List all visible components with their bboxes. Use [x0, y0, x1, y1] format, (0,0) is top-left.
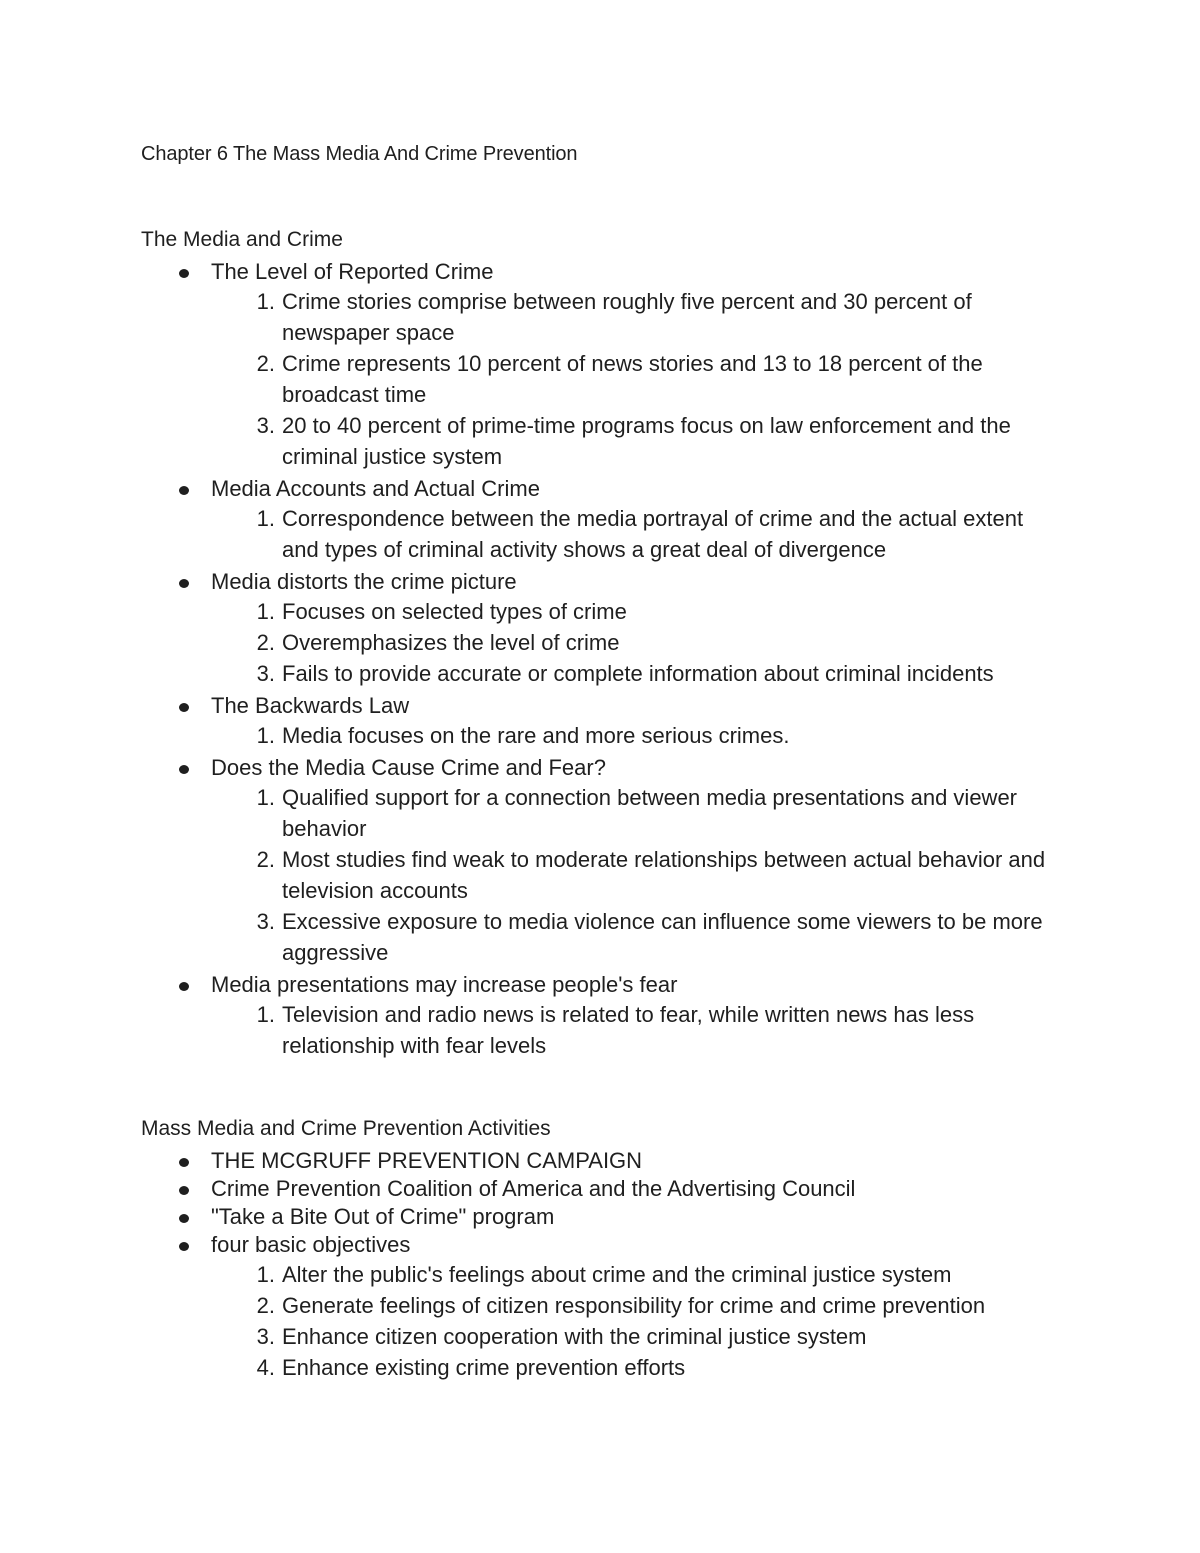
- item-number: 3.: [256, 909, 275, 934]
- item-text: Fails to provide accurate or complete information about criminal incidents: [282, 661, 994, 686]
- numbered-item: [211, 720, 1062, 751]
- item-number: 2.: [256, 351, 275, 376]
- numbered-list: [211, 596, 1071, 692]
- bullet-dot-icon: [179, 1214, 189, 1223]
- item-number: 2.: [256, 1293, 275, 1318]
- item-text: Most studies find weak to moderate relationships between actual behavior and television accounts: [282, 847, 1046, 903]
- item-number: 3.: [256, 661, 275, 686]
- bullet-text: THE MCGRUFF PREVENTION CAMPAIGN: [211, 1148, 643, 1173]
- bullet-item: [141, 1147, 1071, 1175]
- bullet-dot-icon: [179, 1158, 189, 1167]
- bullet-dot-icon: [179, 579, 189, 588]
- item-number: 3.: [256, 413, 275, 438]
- bullet-item: [141, 1231, 1071, 1386]
- section-heading: Mass Media and Crime Prevention Activities: [141, 1117, 551, 1140]
- numbered-item: [211, 999, 1062, 1061]
- item-number: 1.: [256, 289, 275, 314]
- numbered-item: [211, 906, 1062, 968]
- item-number: 4.: [256, 1355, 275, 1380]
- item-text: Television and radio news is related to fear, while written news has less relationship with fear levels: [282, 1002, 975, 1058]
- item-text: Crime represents 10 percent of news stories and 13 to 18 percent of the broadcast time: [282, 351, 983, 407]
- bullet-item: [141, 475, 1071, 568]
- numbered-item: [211, 1321, 1062, 1352]
- bullet-text: four basic objectives: [211, 1232, 411, 1257]
- item-number: 1.: [256, 785, 275, 810]
- bullet-text: Does the Media Cause Crime and Fear?: [211, 755, 606, 780]
- numbered-item: [211, 286, 1062, 348]
- numbered-item: [211, 627, 1062, 658]
- numbered-list: [211, 782, 1071, 971]
- bullet-list: [141, 258, 1071, 1064]
- bullet-item: [141, 568, 1071, 692]
- bullet-dot-icon: [179, 1242, 189, 1251]
- bullet-item: [141, 754, 1071, 971]
- bullet-text: Crime Prevention Coalition of America and the Advertising Council: [211, 1176, 856, 1201]
- numbered-item: [211, 410, 1062, 472]
- item-text: Correspondence between the media portrayal of crime and the actual extent and types of criminal activity shows a great deal of divergence: [282, 506, 1024, 562]
- item-text: 20 to 40 percent of prime-time programs focus on law enforcement and the criminal justice system: [282, 413, 1011, 469]
- numbered-item: [211, 658, 1062, 689]
- item-text: Alter the public's feelings about crime and the criminal justice system: [282, 1262, 952, 1287]
- item-number: 1.: [256, 1262, 275, 1287]
- numbered-item: [211, 1259, 1062, 1290]
- item-text: Excessive exposure to media violence can influence some viewers to be more aggressive: [282, 909, 1043, 965]
- numbered-item: [211, 348, 1062, 410]
- numbered-item: [211, 844, 1062, 906]
- item-text: Enhance existing crime prevention efforts: [282, 1355, 686, 1380]
- bullet-text: Media Accounts and Actual Crime: [211, 476, 540, 501]
- item-number: 1.: [256, 723, 275, 748]
- section-prevention-activities: [141, 1117, 1071, 1386]
- numbered-item: [211, 1290, 1062, 1321]
- item-text: Qualified support for a connection between media presentations and viewer behavior: [282, 785, 1018, 841]
- bullet-dot-icon: [179, 703, 189, 712]
- numbered-item: [211, 503, 1062, 565]
- item-text: Overemphasizes the level of crime: [282, 630, 620, 655]
- item-number: 2.: [256, 847, 275, 872]
- item-number: 1.: [256, 506, 275, 531]
- bullet-dot-icon: [179, 486, 189, 495]
- bullet-text: The Level of Reported Crime: [211, 259, 494, 284]
- item-text: Crime stories comprise between roughly five percent and 30 percent of newspaper space: [282, 289, 972, 345]
- section-heading: The Media and Crime: [141, 228, 343, 251]
- numbered-list: [211, 1259, 1071, 1386]
- item-number: 3.: [256, 1324, 275, 1349]
- numbered-list: [211, 286, 1071, 475]
- numbered-item: [211, 782, 1062, 844]
- section-media-and-crime: [141, 228, 1071, 1064]
- item-text: Enhance citizen cooperation with the criminal justice system: [282, 1324, 867, 1349]
- bullet-text: "Take a Bite Out of Crime" program: [211, 1204, 555, 1229]
- bullet-text: Media presentations may increase people's fear: [211, 972, 678, 997]
- numbered-item: [211, 1352, 1062, 1383]
- item-number: 2.: [256, 630, 275, 655]
- item-text: Generate feelings of citizen responsibility for crime and crime prevention: [282, 1293, 986, 1318]
- bullet-dot-icon: [179, 982, 189, 991]
- numbered-list: [211, 503, 1071, 568]
- page-title: Chapter 6 The Mass Media And Crime Prevention: [141, 143, 578, 165]
- bullet-dot-icon: [179, 1186, 189, 1195]
- bullet-item: [141, 1175, 1071, 1203]
- bullet-item: [141, 971, 1071, 1064]
- numbered-list: [211, 999, 1071, 1064]
- item-text: Focuses on selected types of crime: [282, 599, 627, 624]
- numbered-item: [211, 596, 1062, 627]
- bullet-dot-icon: [179, 269, 189, 278]
- numbered-list: [211, 720, 1071, 754]
- bullet-item: [141, 692, 1071, 754]
- item-number: 1.: [256, 1002, 275, 1027]
- item-text: Media focuses on the rare and more serious crimes.: [282, 723, 790, 748]
- bullet-text: The Backwards Law: [211, 693, 410, 718]
- bullet-item: [141, 258, 1071, 475]
- bullet-dot-icon: [179, 765, 189, 774]
- bullet-item: [141, 1203, 1071, 1231]
- bullet-text: Media distorts the crime picture: [211, 569, 517, 594]
- item-number: 1.: [256, 599, 275, 624]
- bullet-list: [141, 1147, 1071, 1386]
